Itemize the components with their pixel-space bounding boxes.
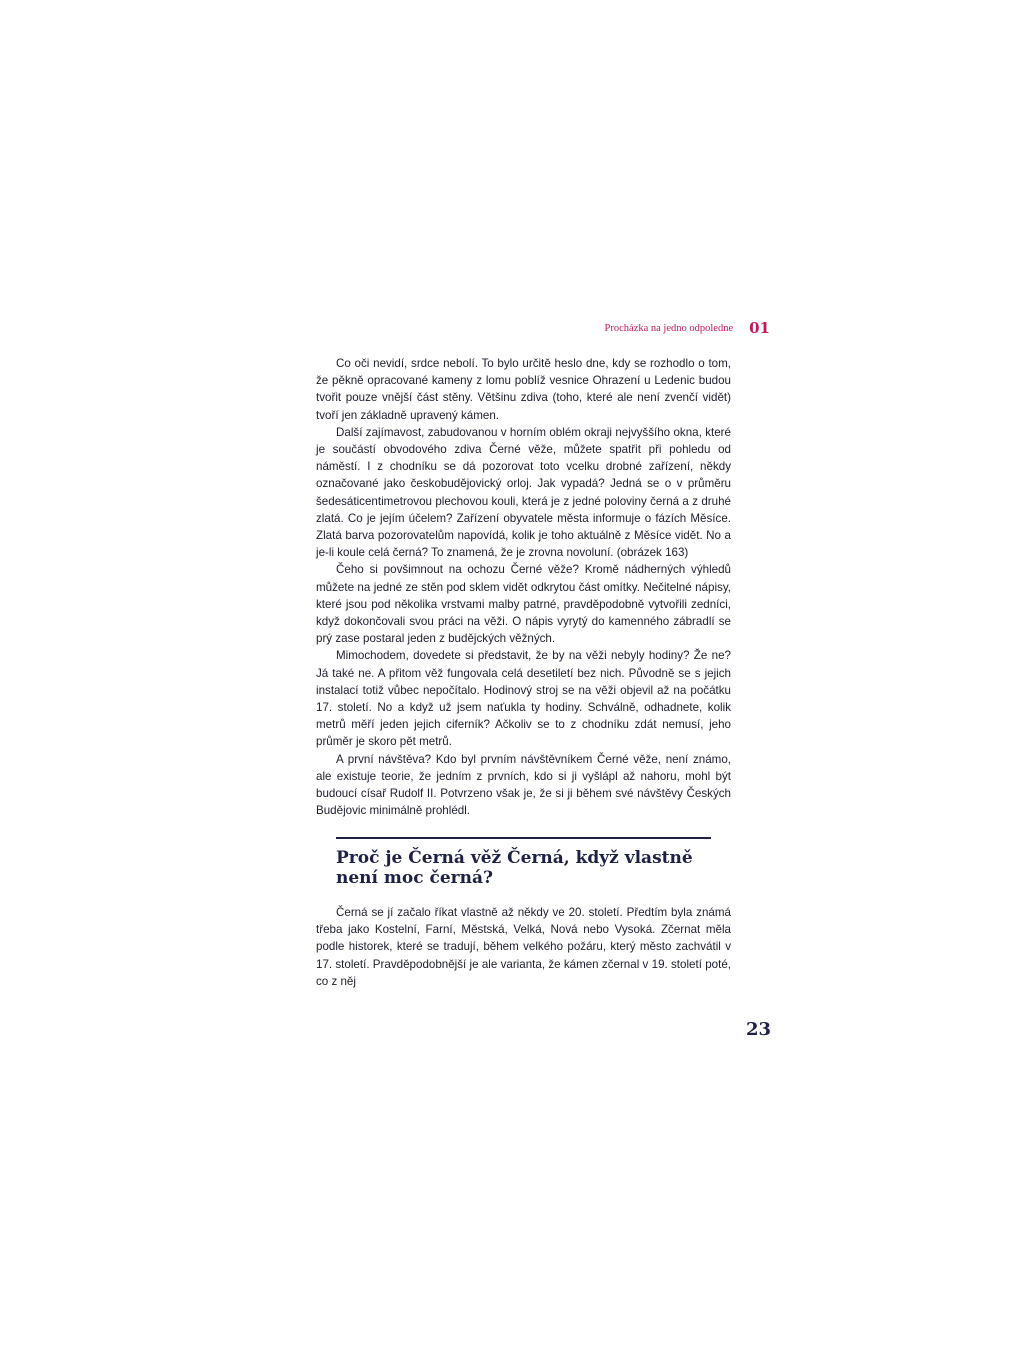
running-header: [520, 318, 770, 338]
chapter-number: 01: [749, 319, 770, 337]
paragraph-gallery-inscriptions: Čeho si povšimnout na ochozu Černé věže? Kromě nádherných výhledů můžete na jedné ze stěn pod sklem vidět odkrytou část omítky. Nečitelné nápisy, které jsou pod několika vrstvami malby patrné, pravděpodobně vytvořili zedníci, když dokončovali svou práci na věži. O nápis vyrytý do kamenného zábradlí se prý zase postaral jeden z budějckých věžných.: [316, 563, 731, 646]
section-heading: [336, 849, 711, 888]
main-text-block: [316, 355, 731, 819]
page-number: 23: [745, 1019, 771, 1040]
paragraph-black-name: Černá se jí začalo říkat vlastně až někdy ve 20. století. Předtím byla známá třeba jako Kostelní, Farní, Městská, Velká, Nová nebo Vysoká. Zčernat měla podle historek, které se tradují, během velkého požáru, který město zachvátil v 17. století. Pravděpodobnější je ale varianta, že kámen zčernal v 19. století poté, co z něj: [316, 906, 731, 988]
paragraph-first-visit: A první návštěva? Kdo byl prvním návštěvníkem Černé věže, není známo, ale existuje teorie, že jedním z prvních, kdo si ji vyšlápl až nahoru, mohl být budoucí císař Rudolf II. Potvrzeno však je, že si ji během své návštěvy Českých Budějovic minimálně prohlédl.: [316, 752, 731, 818]
section-title: Procházka na jedno odpoledne: [604, 322, 734, 334]
section-heading-line-2: není moc černá?: [336, 867, 493, 888]
paragraph-tower-clock: Mimochodem, dovedete si představit, že by na věži nebyly hodiny? Že ne? Já také ne. A přitom věž fungovala celá desetiletí bez nich. Původně se s jejich instalací totiž vůbec nepočítalo. Hodinový stroj se na věži objevil až na počátku 17. století. No a když už jsem naťukla ty hodiny. Schválně, odhadnete, kolik metrů měří jeden jejich ciferník? Ačkoliv se to z chodníku zdát nemusí, jeho průměr je skoro pět metrů.: [316, 649, 731, 749]
section-text-block: [316, 904, 731, 990]
section-divider: [336, 837, 711, 839]
paragraph-moon-clock: Další zajímavost, zabudovanou v horním oblém okraji nejvyššího okna, které je součástí obvodového zdiva Černé věže, můžete spatřit při pohledu od náměstí. I z chodníku se dá pozorovat toto vcelku drobné zařízení, někdy označované jako českobudějovický orloj. Jak vypadá? Jedná se o v průměru šedesáticentimetrovou plechovou kouli, která je z jedné poloviny černá a z druhé zlatá. Co je jejím účelem? Zařízení obyvatele města informuje o fázích Měsíce. Zlatá barva pozorovatelům napovídá, kolik je toho aktuálně z Měsíce vidět. No a je-li koule celá černá? To znamená, že je zrovna novoluní. (obrázek 163): [316, 425, 731, 560]
section-heading-line-1: Proč je Černá věž Černá, když vlastně: [336, 848, 693, 868]
paragraph-hidden-masonry: Co oči nevidí, srdce nebolí. To bylo určitě heslo dne, kdy se rozhodlo o tom, že pěkně opracované kameny z lomu poblíž vesnice Ohrazení u Ledenic budou tvořit pouze vnější část stěny. Většinu zdiva (toho, které ale není zvenčí vidět) tvoří jen základně upravený kámen.: [316, 357, 731, 422]
